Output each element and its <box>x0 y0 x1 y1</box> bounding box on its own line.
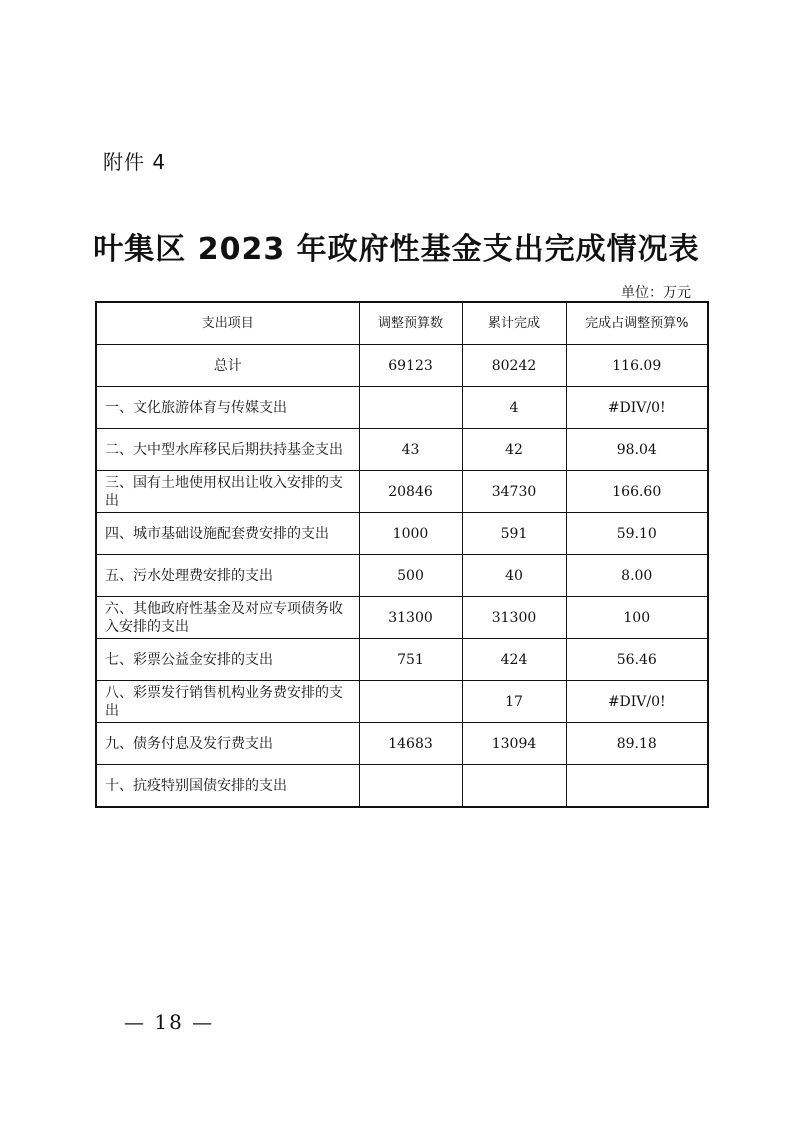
row-item: 三、国有土地使用权出让收入安排的支出 <box>96 471 359 513</box>
unit-label: 单位：万元 <box>621 285 691 301</box>
row-ratio: 98.04 <box>566 429 708 471</box>
attachment-label: 附件 4 <box>103 150 167 174</box>
row-completed: 4 <box>462 387 566 429</box>
header-budget: 调整预算数 <box>359 302 462 345</box>
row-item: 五、污水处理费安排的支出 <box>96 555 359 597</box>
row-item: 八、彩票发行销售机构业务费安排的支出 <box>96 681 359 723</box>
row-item: 二、大中型水库移民后期扶持基金支出 <box>96 429 359 471</box>
row-item: 七、彩票公益金安排的支出 <box>96 639 359 681</box>
row-budget: 31300 <box>359 597 462 639</box>
row-budget: 751 <box>359 639 462 681</box>
row-completed: 40 <box>462 555 566 597</box>
page-number: — 18 — <box>124 1010 215 1034</box>
header-item: 支出项目 <box>96 302 359 345</box>
table-row <box>96 597 708 639</box>
row-budget <box>359 765 462 808</box>
row-completed: 424 <box>462 639 566 681</box>
row-ratio: 59.10 <box>566 513 708 555</box>
row-completed: 80242 <box>462 345 566 387</box>
row-item: 六、其他政府性基金及对应专项债务收入安排的支出 <box>96 597 359 639</box>
row-item: 十、抗疫特别国债安排的支出 <box>96 765 359 808</box>
row-budget: 1000 <box>359 513 462 555</box>
row-ratio: #DIV/0! <box>566 681 708 723</box>
row-ratio: 89.18 <box>566 723 708 765</box>
page-title: 叶集区 2023 年政府性基金支出完成情况表 <box>93 232 700 267</box>
table-row-total <box>96 345 708 387</box>
row-ratio: 116.09 <box>566 345 708 387</box>
row-ratio: 166.60 <box>566 471 708 513</box>
header-completed: 累计完成 <box>462 302 566 345</box>
row-completed: 13094 <box>462 723 566 765</box>
row-budget <box>359 387 462 429</box>
row-ratio: 8.00 <box>566 555 708 597</box>
table-row <box>96 471 708 513</box>
table-row <box>96 555 708 597</box>
row-item: 九、债务付息及发行费支出 <box>96 723 359 765</box>
row-item: 四、城市基础设施配套费安排的支出 <box>96 513 359 555</box>
table-row <box>96 387 708 429</box>
row-completed: 42 <box>462 429 566 471</box>
row-completed <box>462 765 566 808</box>
row-ratio: 56.46 <box>566 639 708 681</box>
row-budget: 500 <box>359 555 462 597</box>
table-row <box>96 513 708 555</box>
row-completed: 31300 <box>462 597 566 639</box>
row-item: 一、文化旅游体育与传媒支出 <box>96 387 359 429</box>
header-ratio: 完成占调整预算% <box>566 302 708 345</box>
row-budget: 43 <box>359 429 462 471</box>
row-budget <box>359 681 462 723</box>
fund-expenditure-table <box>95 301 709 808</box>
row-ratio <box>566 765 708 808</box>
row-item: 总计 <box>96 345 359 387</box>
row-completed: 34730 <box>462 471 566 513</box>
row-completed: 17 <box>462 681 566 723</box>
row-budget: 69123 <box>359 345 462 387</box>
table-row <box>96 429 708 471</box>
table-row <box>96 639 708 681</box>
table-row <box>96 681 708 723</box>
row-completed: 591 <box>462 513 566 555</box>
row-ratio: #DIV/0! <box>566 387 708 429</box>
table-header-row <box>96 302 708 345</box>
row-budget: 14683 <box>359 723 462 765</box>
table-row <box>96 765 708 808</box>
table-row <box>96 723 708 765</box>
row-budget: 20846 <box>359 471 462 513</box>
row-ratio: 100 <box>566 597 708 639</box>
